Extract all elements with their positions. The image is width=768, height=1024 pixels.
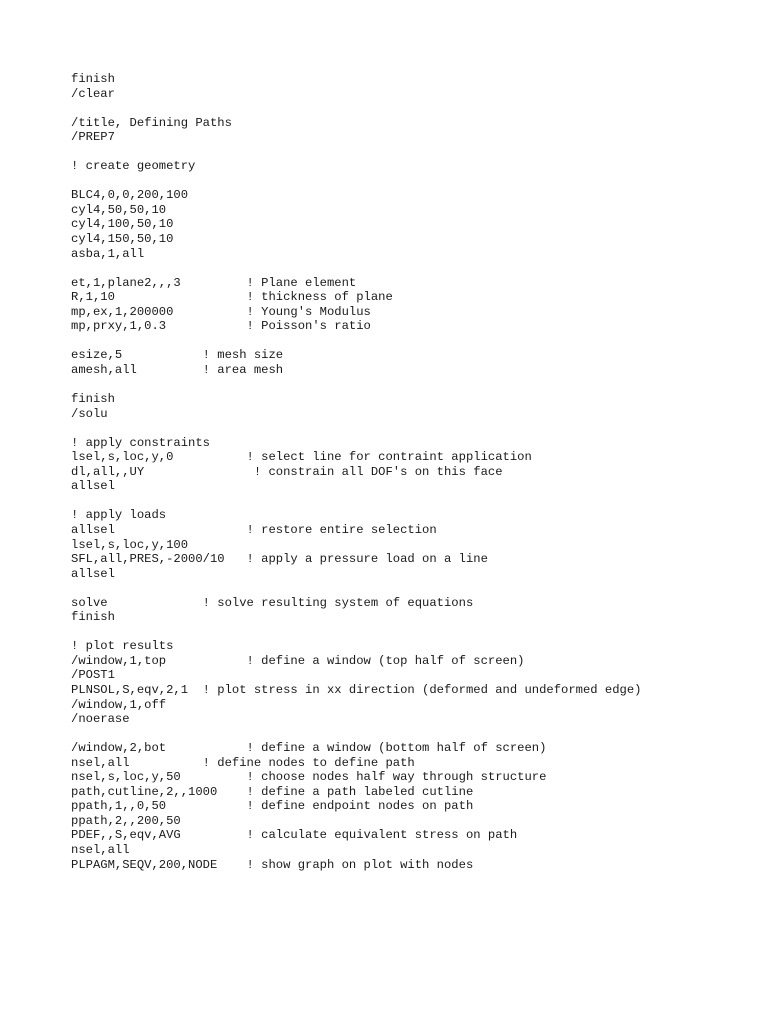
blank-line <box>71 261 641 276</box>
code-line: /title, Defining Paths <box>71 115 232 130</box>
code-line: allsel ! restore entire selection <box>71 522 437 537</box>
code-line: nsel,s,loc,y,50 ! choose nodes half way through structure <box>71 770 547 785</box>
blank-line <box>71 101 641 116</box>
code-line: ! apply loads <box>71 508 167 523</box>
code-line: R,1,10 ! thickness of plane <box>71 290 393 305</box>
code-line: /PREP7 <box>71 130 115 145</box>
code-line: asba,1,all <box>71 246 145 261</box>
code-line: et,1,plane2,,,3 ! Plane element <box>71 275 357 290</box>
blank-line <box>71 494 641 509</box>
code-listing <box>71 72 641 872</box>
code-line: lsel,s,loc,y,100 <box>71 537 189 552</box>
code-line: esize,5 ! mesh size <box>71 348 284 363</box>
code-line: path,cutline,2,,1000 ! define a path labeled cutline <box>71 784 474 799</box>
code-line: lsel,s,loc,y,0 ! select line for contraint application <box>71 450 532 465</box>
code-line: allsel <box>71 479 115 494</box>
code-line: /window,1,top ! define a window (top half of screen) <box>71 653 525 668</box>
blank-line <box>71 727 641 742</box>
code-line: /solu <box>71 406 108 421</box>
code-line: mp,prxy,1,0.3 ! Poisson's ratio <box>71 319 371 334</box>
code-line: nsel,all <box>71 842 130 857</box>
blank-line <box>71 625 641 640</box>
code-line: PLNSOL,S,eqv,2,1 ! plot stress in xx direction (deformed and undeformed edge) <box>71 682 642 697</box>
blank-line <box>71 334 641 349</box>
code-line: ! create geometry <box>71 159 196 174</box>
blank-line <box>71 174 641 189</box>
code-line: ppath,2,,200,50 <box>71 813 181 828</box>
code-line: allsel <box>71 566 115 581</box>
code-line: PDEF,,S,eqv,AVG ! calculate equivalent stress on path <box>71 828 518 843</box>
code-line: ! apply constraints <box>71 435 210 450</box>
code-line: nsel,all ! define nodes to define path <box>71 755 415 770</box>
code-line: cyl4,150,50,10 <box>71 232 174 247</box>
code-line: cyl4,100,50,10 <box>71 217 174 232</box>
code-line: mp,ex,1,200000 ! Young's Modulus <box>71 304 371 319</box>
code-line: /window,2,bot ! define a window (bottom half of screen) <box>71 741 547 756</box>
code-line: PLPAGM,SEQV,200,NODE ! show graph on plot with nodes <box>71 857 474 872</box>
code-line: cyl4,50,50,10 <box>71 202 167 217</box>
code-line: BLC4,0,0,200,100 <box>71 188 189 203</box>
code-line: /clear <box>71 86 115 101</box>
code-line: /POST1 <box>71 668 115 683</box>
code-line: /noerase <box>71 712 130 727</box>
blank-line <box>71 581 641 596</box>
code-line: ! plot results <box>71 639 174 654</box>
code-line: ppath,1,,0,50 ! define endpoint nodes on path <box>71 799 474 814</box>
blank-line <box>71 377 641 392</box>
blank-line <box>71 145 641 160</box>
code-line: finish <box>71 392 115 407</box>
code-line: finish <box>71 72 115 86</box>
code-line: finish <box>71 610 115 625</box>
code-line: amesh,all ! area mesh <box>71 362 284 377</box>
code-line: SFL,all,PRES,-2000/10 ! apply a pressure load on a line <box>71 552 488 567</box>
blank-line <box>71 421 641 436</box>
code-line: dl,all,,UY ! constrain all DOF's on this face <box>71 464 503 479</box>
code-line: /window,1,off <box>71 697 167 712</box>
code-line: solve ! solve resulting system of equations <box>71 595 474 610</box>
